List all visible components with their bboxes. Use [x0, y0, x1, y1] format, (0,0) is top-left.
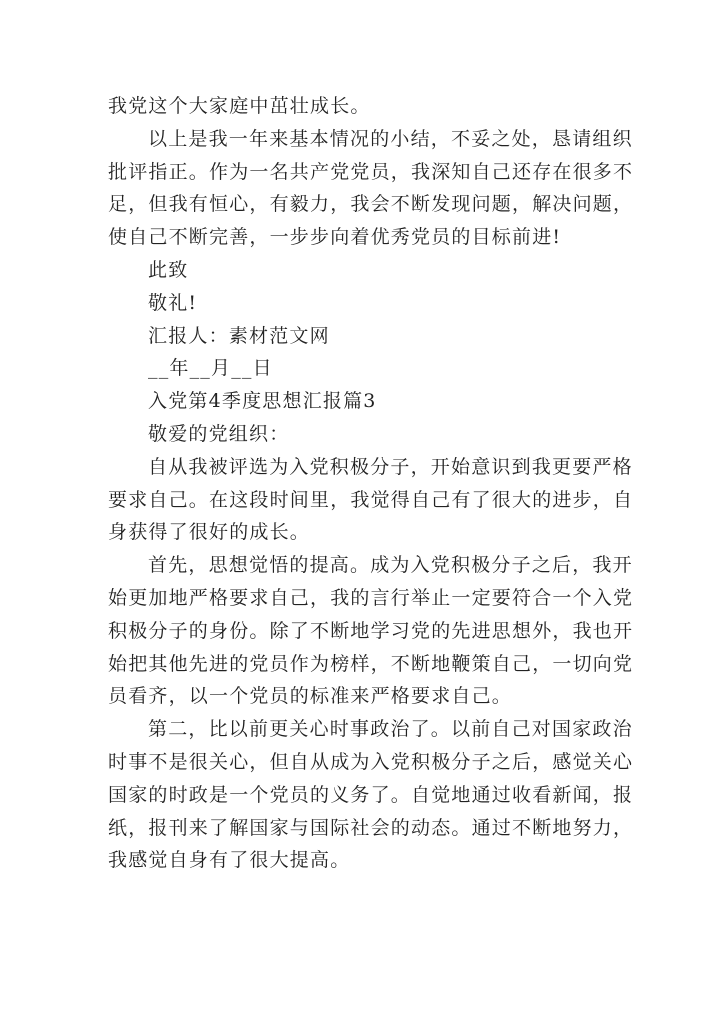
text-line: 首先，思想觉悟的提高。成为入党积极分子之后，我开: [148, 554, 633, 577]
text-line: 第二，比以前更关心时事政治了。以前自己对国家政治: [148, 718, 633, 741]
text-line: 要求自己。在这段时间里，我觉得自己有了很大的进步，自: [108, 488, 634, 511]
text-line: 使自己不断完善，一步步向着优秀党员的目标前进!: [108, 226, 562, 249]
text-line: 敬礼!: [148, 291, 198, 314]
text-line: 我感觉自身有了很大提高。: [108, 849, 351, 872]
text-line: 敬爱的党组织：: [148, 422, 290, 445]
text-line: 始把其他先进的党员作为榜样，不断地鞭策自己，一切向党: [108, 652, 634, 675]
text-line: 始更加地严格要求自己，我的言行举止一定要符合一个入党: [108, 586, 634, 609]
text-line: 批评指正。作为一名共产党党员，我深知自己还存在很多不: [108, 160, 634, 183]
text-line: 积极分子的身份。除了不断地学习党的先进思想外，我也开: [108, 619, 634, 642]
text-line: 员看齐，以一个党员的标准来严格要求自己。: [108, 685, 513, 708]
text-line: 身获得了很好的成长。: [108, 521, 311, 544]
text-line: 我党这个大家庭中茁壮成长。: [108, 95, 371, 117]
text-line: 入党第4季度思想汇报篇3: [148, 390, 377, 413]
text-line: 国家的时政是一个党员的义务了。自觉地通过收看新闻，报: [108, 783, 634, 806]
document-body: [108, 90, 634, 877]
text-line: 时事不是很关心，但自从成为入党积极分子之后，感觉关心: [108, 750, 634, 773]
text-line: 纸，报刊来了解国家与国际社会的动态。通过不断地努力，: [108, 816, 634, 839]
text-line: 以上是我一年来基本情况的小结，不妥之处，恳请组织: [148, 127, 633, 150]
text-line: 此致: [148, 258, 189, 281]
text-line: 汇报人：素材范文网: [148, 324, 330, 347]
text-line: 足，但我有恒心，有毅力，我会不断发现问题，解决问题，: [108, 193, 634, 216]
text-line: __年__月__日: [148, 357, 273, 380]
text-line: 自从我被评选为入党积极分子，开始意识到我更要严格: [148, 455, 633, 478]
